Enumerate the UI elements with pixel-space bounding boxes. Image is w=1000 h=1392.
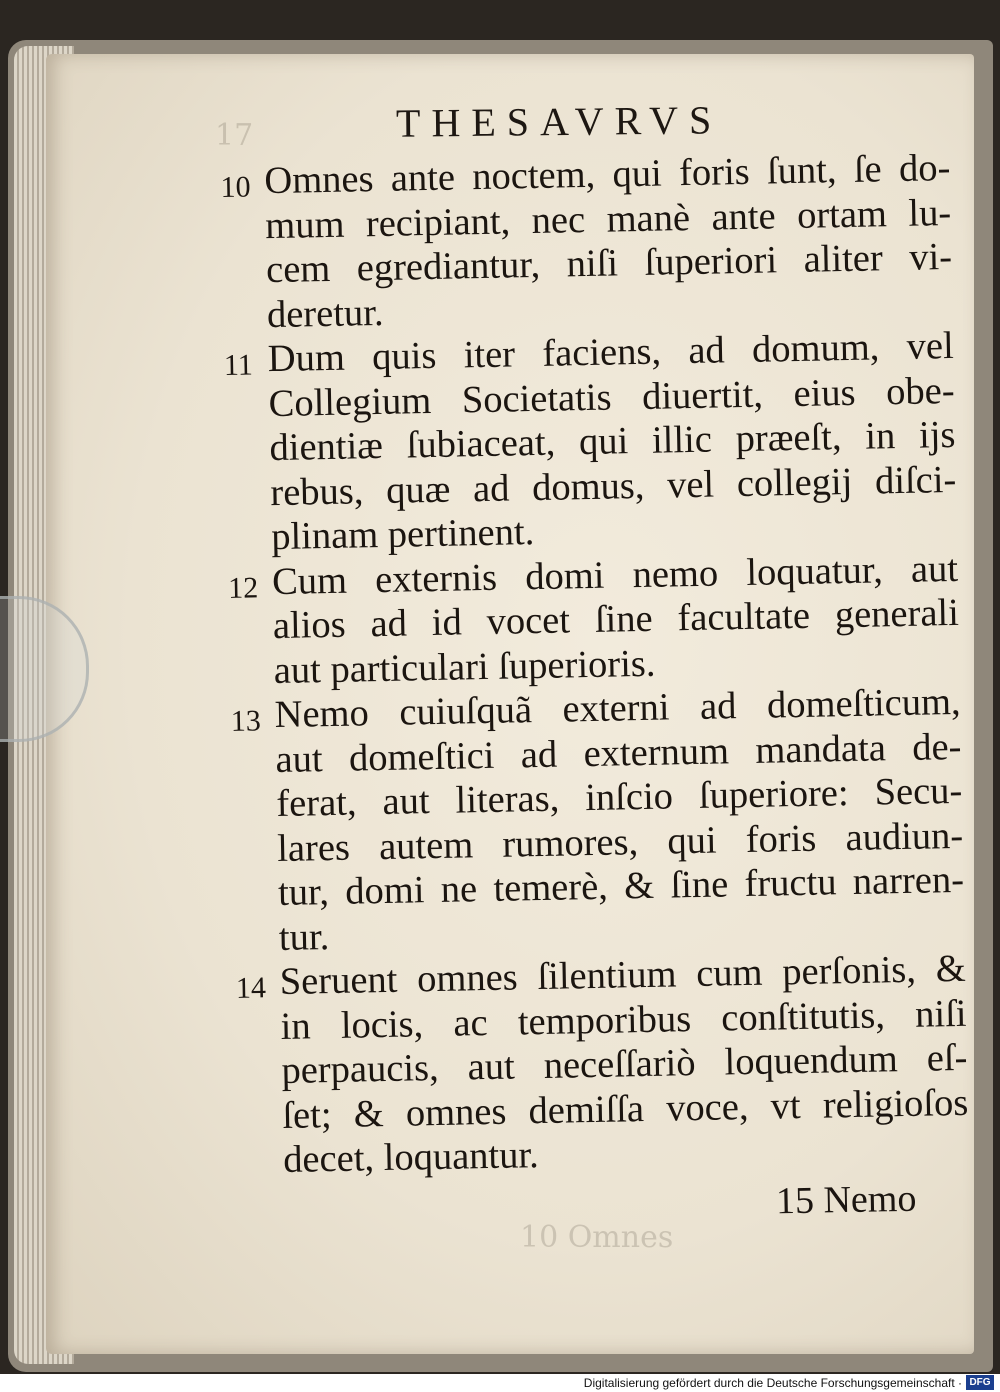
text-line: dientiæ ſubiaceat, qui illic præeſt, in ijs	[269, 413, 956, 470]
article-number: 10	[220, 170, 251, 204]
text-line: mum recipiant, nec manè ante ortam lu-	[264, 191, 952, 247]
text-line: lares autem rumores, qui foris audiun-	[276, 814, 964, 870]
article-number: 13	[230, 704, 262, 738]
text-line: plinam pertinent.	[270, 511, 535, 559]
dfg-logo: DFG	[966, 1375, 994, 1390]
text-line: Nemo cuiuſquã externi ad domeſticum,	[274, 680, 961, 737]
footer-credit: Digitalisierung gefördert durch die Deutsche Forschungsgemeinschaft ·	[583, 1376, 962, 1390]
text-line: ſet; & omnes demiſſa voce, vt religioſos	[281, 1081, 969, 1137]
show-through-text: 10 Omnes	[520, 1220, 674, 1255]
text-line: aut particulari ſuperioris.	[273, 642, 656, 692]
show-through-text: 17	[215, 118, 254, 153]
text-line: rebus, quæ ad domus, vel collegij diſci-	[269, 458, 957, 514]
article-number: 11	[223, 348, 254, 382]
text-line: aut domeſtici ad externum mandata de-	[275, 725, 962, 781]
article-11	[223, 324, 957, 560]
footer-bar	[0, 1374, 1000, 1392]
body-text	[220, 146, 970, 1183]
text-line: Dum quis iter faciens, ad domum, vel	[267, 324, 955, 381]
article-number: 14	[235, 971, 267, 1005]
article-number: 12	[227, 570, 259, 605]
text-line: Omnes ante noctem, qui foris ſunt, ſe do-	[264, 146, 951, 203]
text-line: decet, loquantur.	[282, 1134, 540, 1181]
text-line: perpaucis, aut neceſſariò loquendum eſ-	[281, 1036, 968, 1092]
text-line: ferat, aut literas, inſcio ſuperiore: Secu-	[275, 769, 963, 826]
text-line: tur, domi ne temerè, & ſine fructu narren-	[277, 858, 965, 915]
running-head: THESAVRVS	[395, 97, 723, 146]
text-line: Cum externis domi nemo loquatur, aut	[271, 547, 959, 603]
catchword: 15 Nemo	[775, 1177, 917, 1223]
article-13	[230, 680, 965, 961]
text-line: deretur.	[266, 291, 384, 336]
article-12	[228, 546, 960, 693]
text-line: in locis, ac temporibus conſtitutis, niſi	[280, 992, 967, 1048]
text-line: Collegium Societatis diuertit, eius obe-	[268, 369, 955, 425]
text-line: cem egrediantur, niſi ſuperiori aliter vi-	[265, 235, 953, 292]
article-14	[235, 947, 969, 1183]
text-line: tur.	[278, 915, 330, 959]
text-line: alios ad id vocet ſine facultate generali	[272, 591, 960, 648]
text-line: Seruent omnes ſilentium cum perſonis, &	[279, 947, 967, 1003]
article-10	[220, 146, 953, 338]
